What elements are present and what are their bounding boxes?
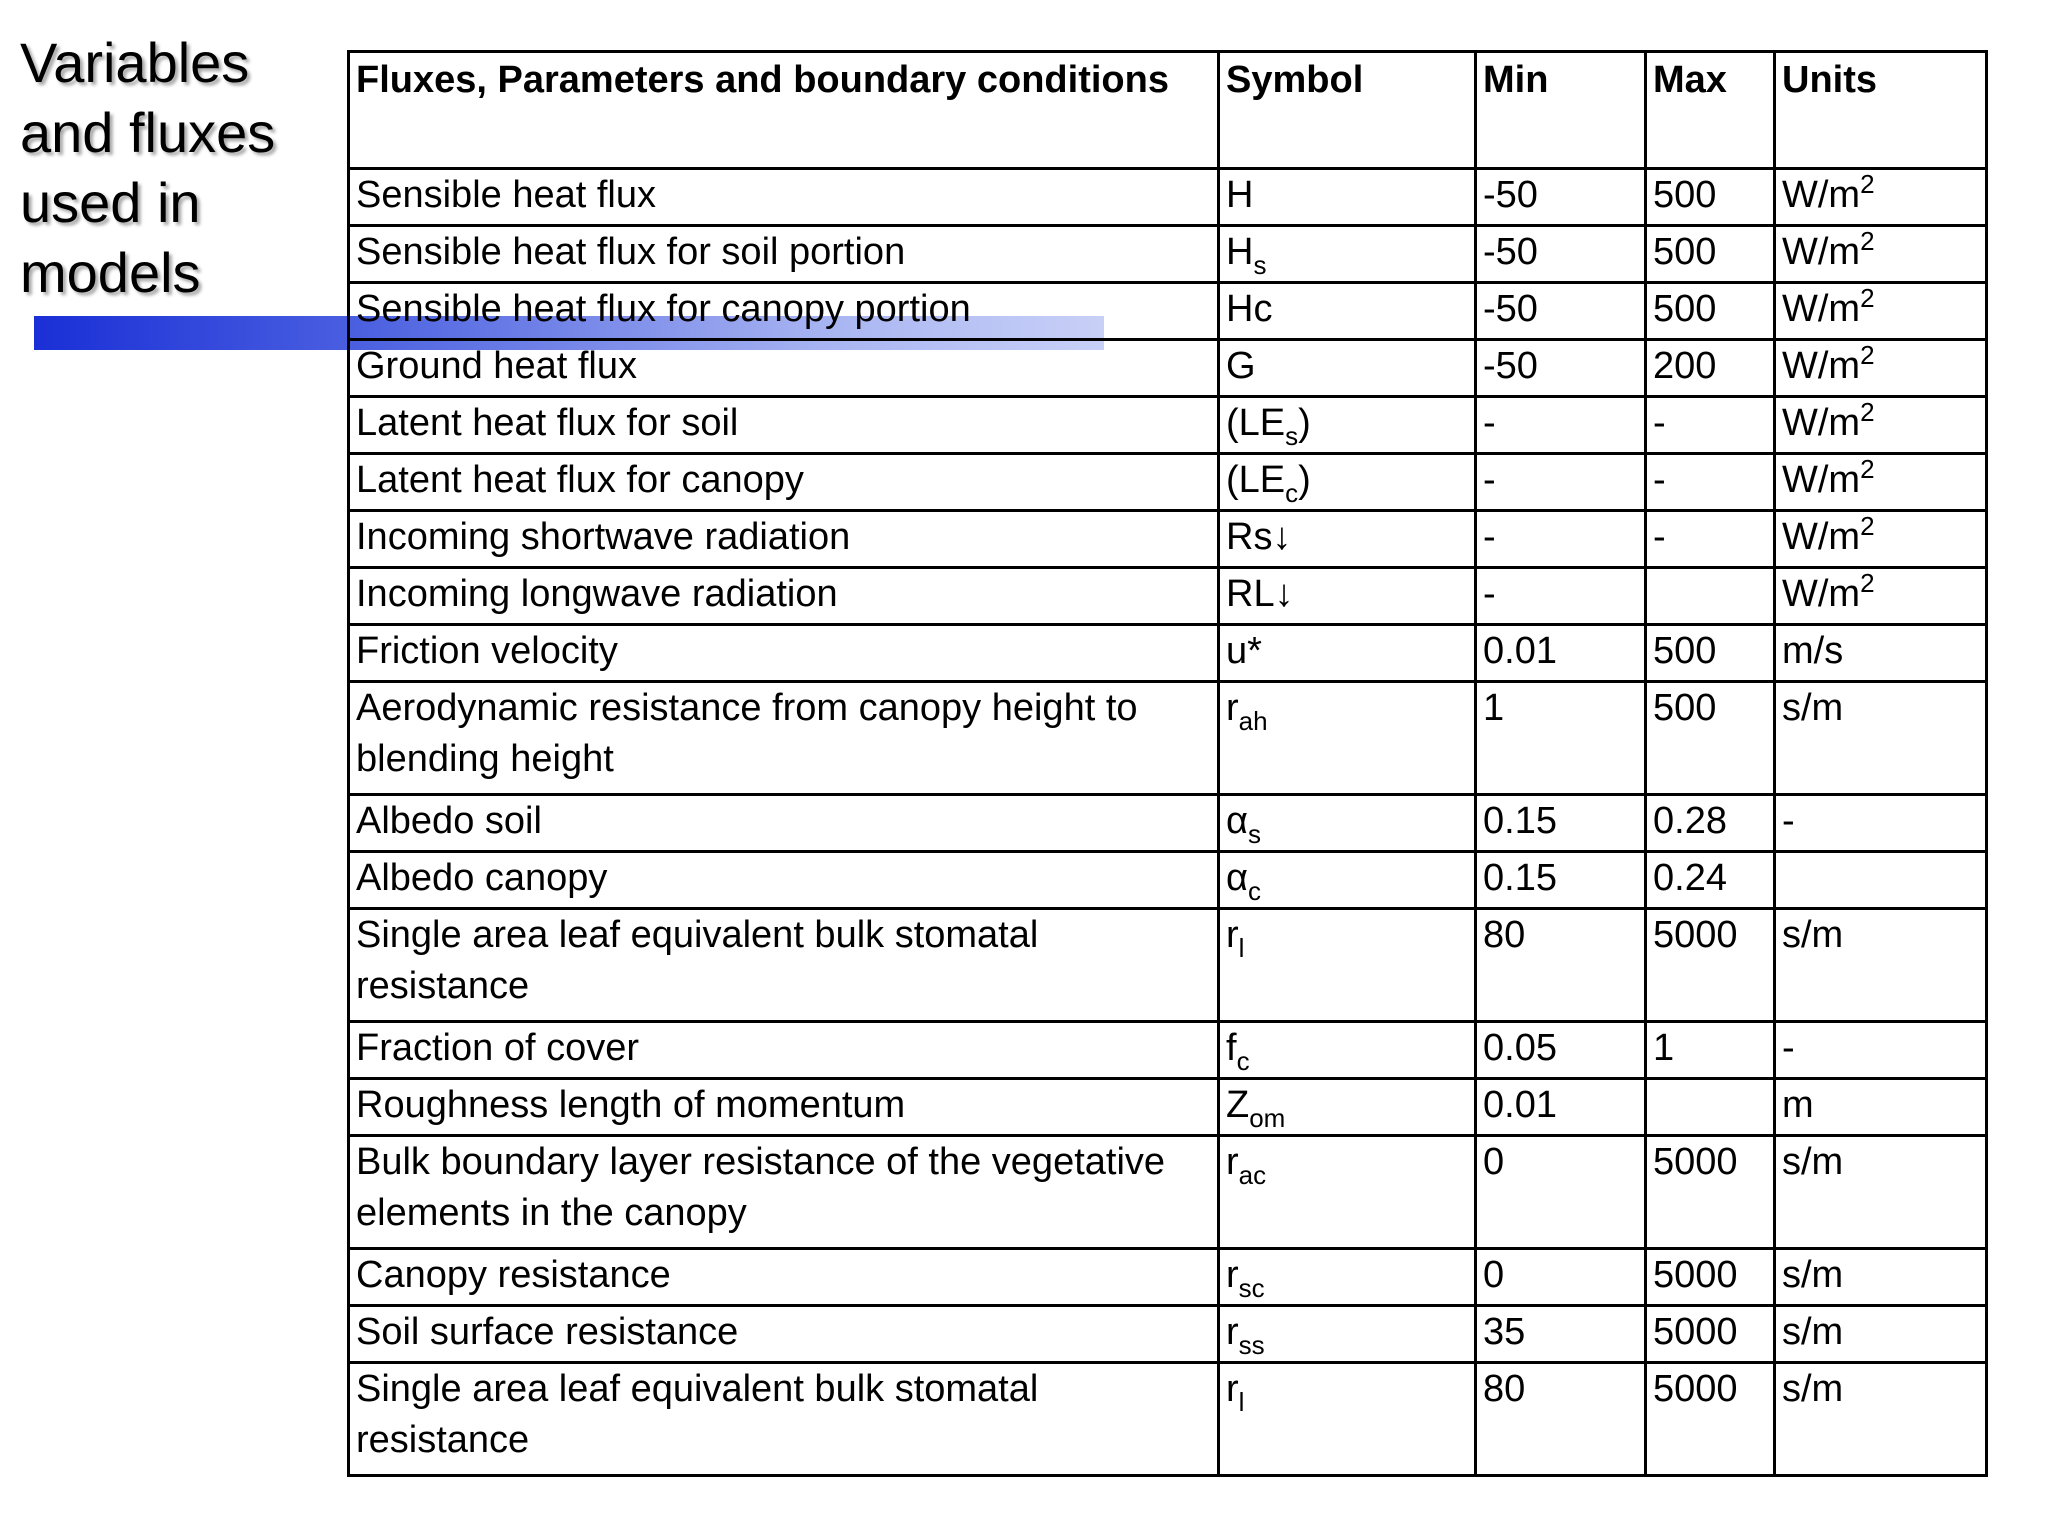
symbol-subscript: s — [1285, 421, 1299, 451]
cell-max — [1646, 511, 1775, 568]
cell-description — [349, 1363, 1219, 1476]
units-text: W/m — [1782, 573, 1861, 615]
cell-units — [1775, 340, 1987, 397]
units-text: - — [1782, 1027, 1795, 1069]
description-text: Canopy resistance — [356, 1254, 671, 1296]
description-text: Sensible heat flux for canopy portion — [356, 288, 971, 330]
variables-table — [347, 50, 1988, 1477]
cell-symbol — [1219, 1022, 1476, 1079]
symbol-subscript: sc — [1238, 1273, 1265, 1303]
cell-symbol — [1219, 169, 1476, 226]
symbol-text: RL↓ — [1226, 573, 1294, 615]
cell-max — [1646, 454, 1775, 511]
cell-symbol — [1219, 1249, 1476, 1306]
symbol-text: f — [1226, 1027, 1237, 1069]
cell-max — [1646, 795, 1775, 852]
cell-symbol — [1219, 454, 1476, 511]
min-value: 0.01 — [1483, 630, 1557, 672]
cell-max — [1646, 909, 1775, 1022]
cell-symbol — [1219, 340, 1476, 397]
symbol-text: G — [1226, 345, 1256, 387]
cell-max — [1646, 1306, 1775, 1363]
units-text: s/m — [1782, 1141, 1844, 1183]
units-text: s/m — [1782, 1368, 1844, 1410]
table-row — [349, 1306, 1987, 1363]
units-superscript: 2 — [1860, 340, 1875, 370]
units-text: s/m — [1782, 1311, 1844, 1353]
table-row — [349, 1079, 1987, 1136]
cell-symbol — [1219, 511, 1476, 568]
table-row — [349, 454, 1987, 511]
table-row — [349, 625, 1987, 682]
symbol-text: H — [1226, 174, 1254, 216]
cell-units — [1775, 1363, 1987, 1476]
table-row — [349, 1022, 1987, 1079]
min-value: -50 — [1483, 345, 1538, 387]
cell-description — [349, 568, 1219, 625]
cell-symbol — [1219, 795, 1476, 852]
min-value: - — [1483, 402, 1496, 444]
symbol-text: α — [1226, 800, 1248, 842]
cell-min — [1476, 852, 1646, 909]
description-text: Albedo canopy — [356, 857, 608, 899]
min-value: -50 — [1483, 288, 1538, 330]
cell-symbol — [1219, 226, 1476, 283]
cell-units — [1775, 1249, 1987, 1306]
description-text: Latent heat flux for soil — [356, 402, 739, 444]
units-text: W/m — [1782, 345, 1861, 387]
header-min: Min — [1476, 52, 1646, 169]
units-superscript: 2 — [1860, 283, 1875, 313]
table-row — [349, 511, 1987, 568]
table-row — [349, 1249, 1987, 1306]
cell-description — [349, 226, 1219, 283]
max-value: 500 — [1653, 630, 1717, 672]
min-value: - — [1483, 516, 1496, 558]
description-text: Latent heat flux for canopy — [356, 459, 804, 501]
units-superscript: 2 — [1860, 226, 1875, 256]
header-description: Fluxes, Parameters and boundary conditions — [349, 52, 1219, 169]
cell-min — [1476, 1022, 1646, 1079]
min-value: 0 — [1483, 1141, 1505, 1183]
slide-title: Variables and fluxes used in models — [20, 31, 276, 304]
table-row — [349, 1136, 1987, 1249]
cell-symbol — [1219, 852, 1476, 909]
cell-max — [1646, 682, 1775, 795]
symbol-text: r — [1226, 687, 1239, 729]
units-superscript: 2 — [1860, 568, 1875, 598]
units-text: - — [1782, 800, 1795, 842]
units-text: W/m — [1782, 459, 1861, 501]
cell-units — [1775, 226, 1987, 283]
cell-max — [1646, 1363, 1775, 1476]
symbol-subscript: ac — [1238, 1160, 1267, 1190]
cell-description — [349, 397, 1219, 454]
units-text: s/m — [1782, 914, 1844, 956]
cell-max — [1646, 1136, 1775, 1249]
cell-max — [1646, 1022, 1775, 1079]
min-value: 0.15 — [1483, 800, 1557, 842]
cell-description — [349, 340, 1219, 397]
symbol-subscript: ah — [1238, 706, 1268, 736]
cell-min — [1476, 226, 1646, 283]
symbol-text: r — [1226, 914, 1239, 956]
cell-units — [1775, 568, 1987, 625]
cell-description — [349, 454, 1219, 511]
units-superscript: 2 — [1860, 397, 1875, 427]
description-text: Ground heat flux — [356, 345, 637, 387]
description-text: Friction velocity — [356, 630, 618, 672]
cell-min — [1476, 1363, 1646, 1476]
cell-description — [349, 795, 1219, 852]
description-text: Single area leaf equivalent bulk stomatal resistance — [356, 1368, 1039, 1461]
cell-symbol — [1219, 283, 1476, 340]
cell-min — [1476, 511, 1646, 568]
cell-description — [349, 625, 1219, 682]
symbol-suffix: ) — [1298, 459, 1311, 501]
units-superscript: 2 — [1860, 511, 1875, 541]
min-value: 0 — [1483, 1254, 1505, 1296]
cell-max — [1646, 226, 1775, 283]
units-text: W/m — [1782, 516, 1861, 558]
table-row — [349, 568, 1987, 625]
cell-units — [1775, 511, 1987, 568]
table-row — [349, 340, 1987, 397]
symbol-text: r — [1226, 1141, 1239, 1183]
symbol-suffix: ) — [1298, 402, 1311, 444]
cell-min — [1476, 795, 1646, 852]
cell-min — [1476, 909, 1646, 1022]
table-header-row — [349, 52, 1987, 169]
cell-min — [1476, 1306, 1646, 1363]
max-value: 5000 — [1653, 1311, 1738, 1353]
cell-max — [1646, 1249, 1775, 1306]
description-text: Aerodynamic resistance from canopy height to blending height — [356, 687, 1138, 780]
cell-description — [349, 1136, 1219, 1249]
cell-units — [1775, 1022, 1987, 1079]
cell-units — [1775, 397, 1987, 454]
description-text: Albedo soil — [356, 800, 542, 842]
min-value: 0.15 — [1483, 857, 1557, 899]
cell-description — [349, 1079, 1219, 1136]
symbol-text: Hc — [1226, 288, 1273, 330]
max-value: 200 — [1653, 345, 1717, 387]
cell-symbol — [1219, 1079, 1476, 1136]
description-text: Sensible heat flux — [356, 174, 656, 216]
cell-units — [1775, 169, 1987, 226]
max-value: - — [1653, 402, 1666, 444]
cell-units — [1775, 909, 1987, 1022]
max-value: 5000 — [1653, 1254, 1738, 1296]
max-value: 0.24 — [1653, 857, 1727, 899]
symbol-subscript: l — [1238, 1387, 1245, 1417]
cell-description — [349, 682, 1219, 795]
cell-description — [349, 852, 1219, 909]
cell-max — [1646, 852, 1775, 909]
cell-min — [1476, 454, 1646, 511]
min-value: 80 — [1483, 914, 1526, 956]
symbol-subscript: ss — [1238, 1330, 1265, 1360]
symbol-subscript: s — [1253, 250, 1267, 280]
units-text: W/m — [1782, 288, 1861, 330]
min-value: - — [1483, 573, 1496, 615]
description-text: Incoming longwave radiation — [356, 573, 838, 615]
symbol-subscript: s — [1247, 819, 1261, 849]
table-row — [349, 852, 1987, 909]
cell-symbol — [1219, 1136, 1476, 1249]
cell-units — [1775, 1306, 1987, 1363]
units-text: W/m — [1782, 174, 1861, 216]
symbol-text: Rs↓ — [1226, 516, 1292, 558]
symbol-text: r — [1226, 1368, 1239, 1410]
cell-units — [1775, 795, 1987, 852]
table-row — [349, 283, 1987, 340]
max-value: 5000 — [1653, 914, 1738, 956]
cell-max — [1646, 340, 1775, 397]
cell-max — [1646, 169, 1775, 226]
symbol-subscript: c — [1247, 876, 1261, 906]
cell-description — [349, 511, 1219, 568]
cell-units — [1775, 283, 1987, 340]
max-value: - — [1653, 459, 1666, 501]
min-value: 80 — [1483, 1368, 1526, 1410]
min-value: -50 — [1483, 231, 1538, 273]
cell-symbol — [1219, 625, 1476, 682]
symbol-subscript: c — [1285, 478, 1299, 508]
header-units: Units — [1775, 52, 1987, 169]
table-row — [349, 909, 1987, 1022]
symbol-text: Z — [1226, 1084, 1250, 1126]
max-value: 500 — [1653, 288, 1717, 330]
cell-units — [1775, 454, 1987, 511]
units-superscript: 2 — [1860, 169, 1875, 199]
cell-max — [1646, 625, 1775, 682]
cell-description — [349, 169, 1219, 226]
cell-description — [349, 283, 1219, 340]
symbol-text: H — [1226, 231, 1254, 273]
cell-min — [1476, 169, 1646, 226]
cell-min — [1476, 1249, 1646, 1306]
cell-description — [349, 909, 1219, 1022]
min-value: - — [1483, 459, 1496, 501]
table-body — [349, 169, 1987, 1476]
cell-min — [1476, 397, 1646, 454]
max-value: 0.28 — [1653, 800, 1727, 842]
max-value: 500 — [1653, 231, 1717, 273]
cell-symbol — [1219, 682, 1476, 795]
description-text: Bulk boundary layer resistance of the vegetative elements in the canopy — [356, 1141, 1166, 1234]
table-row — [349, 795, 1987, 852]
header-max: Max — [1646, 52, 1775, 169]
symbol-text: r — [1226, 1254, 1239, 1296]
cell-symbol — [1219, 909, 1476, 1022]
cell-symbol — [1219, 397, 1476, 454]
description-text: Roughness length of momentum — [356, 1084, 906, 1126]
units-text: s/m — [1782, 1254, 1844, 1296]
symbol-subscript: l — [1238, 933, 1245, 963]
min-value: 0.01 — [1483, 1084, 1557, 1126]
table-row — [349, 226, 1987, 283]
cell-units — [1775, 625, 1987, 682]
cell-min — [1476, 1136, 1646, 1249]
min-value: 0.05 — [1483, 1027, 1557, 1069]
cell-min — [1476, 283, 1646, 340]
cell-symbol — [1219, 1306, 1476, 1363]
units-text: s/m — [1782, 687, 1844, 729]
symbol-subscript: om — [1249, 1103, 1286, 1133]
cell-max — [1646, 568, 1775, 625]
cell-max — [1646, 397, 1775, 454]
description-text: Incoming shortwave radiation — [356, 516, 851, 558]
units-superscript: 2 — [1860, 454, 1875, 484]
table-row — [349, 682, 1987, 795]
max-value: 500 — [1653, 174, 1717, 216]
description-text: Single area leaf equivalent bulk stomatal resistance — [356, 914, 1039, 1007]
cell-min — [1476, 625, 1646, 682]
max-value: 1 — [1653, 1027, 1675, 1069]
symbol-text: r — [1226, 1311, 1239, 1353]
symbol-subscript: c — [1236, 1046, 1250, 1076]
description-text: Soil surface resistance — [356, 1311, 739, 1353]
max-value: 5000 — [1653, 1141, 1738, 1183]
max-value: 5000 — [1653, 1368, 1738, 1410]
cell-units — [1775, 682, 1987, 795]
max-value: - — [1653, 516, 1666, 558]
cell-description — [349, 1249, 1219, 1306]
cell-max — [1646, 283, 1775, 340]
cell-min — [1476, 568, 1646, 625]
min-value: 1 — [1483, 687, 1505, 729]
cell-min — [1476, 1079, 1646, 1136]
cell-max — [1646, 1079, 1775, 1136]
table-row — [349, 397, 1987, 454]
table-row — [349, 1363, 1987, 1476]
cell-min — [1476, 682, 1646, 795]
cell-symbol — [1219, 1363, 1476, 1476]
cell-description — [349, 1306, 1219, 1363]
cell-symbol — [1219, 568, 1476, 625]
max-value: 500 — [1653, 687, 1717, 729]
cell-units — [1775, 1136, 1987, 1249]
units-text: m/s — [1782, 630, 1844, 672]
symbol-text: (LE — [1226, 459, 1286, 501]
symbol-text: α — [1226, 857, 1248, 899]
units-text: W/m — [1782, 402, 1861, 444]
cell-units — [1775, 1079, 1987, 1136]
units-text: W/m — [1782, 231, 1861, 273]
header-symbol: Symbol — [1219, 52, 1476, 169]
description-text: Sensible heat flux for soil portion — [356, 231, 906, 273]
description-text: Fraction of cover — [356, 1027, 639, 1069]
cell-min — [1476, 340, 1646, 397]
table-row — [349, 169, 1987, 226]
symbol-text: u* — [1226, 630, 1262, 672]
min-value: 35 — [1483, 1311, 1526, 1353]
cell-units — [1775, 852, 1987, 909]
symbol-text: (LE — [1226, 402, 1286, 444]
units-text: m — [1782, 1084, 1814, 1126]
min-value: -50 — [1483, 174, 1538, 216]
cell-description — [349, 1022, 1219, 1079]
